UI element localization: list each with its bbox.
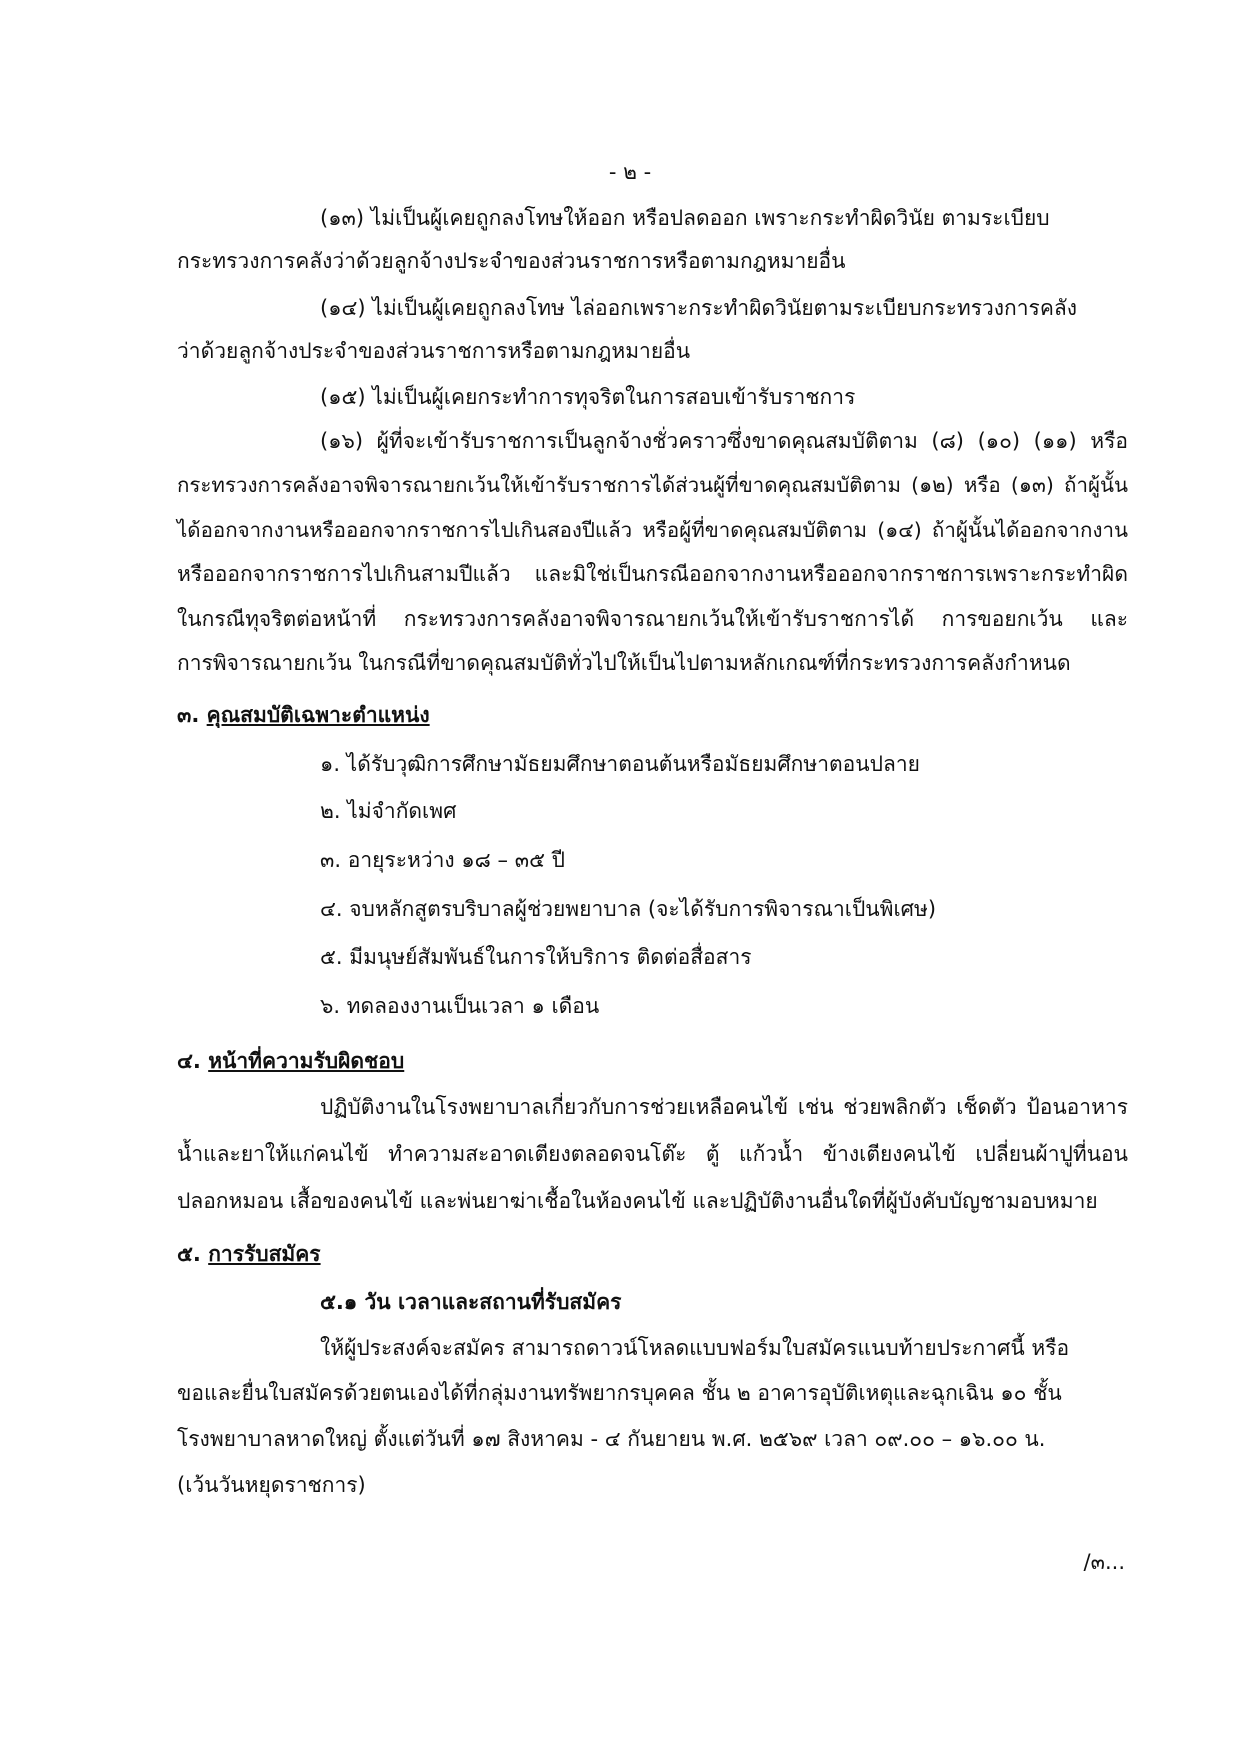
section-4-heading <box>177 1047 404 1075</box>
paragraph-16-line-4: หรือออกจากราชการไปเกินสามปีแล้ว และมิใช่เป็นกรณีออกจากงานหรือออกจากราชการเพราะกระทำผิด <box>177 562 1128 586</box>
section-3-item-1: ๑. ได้รับวุฒิการศึกษามัธยมศึกษาตอนต้นหรือมัธยมศึกษาตอนปลาย <box>320 752 920 776</box>
section-4-line-3: ปลอกหมอน เสื้อของคนไข้ และพ่นยาฆ่าเชื้อในห้องคนไข้ และปฏิบัติงานอื่นใดที่ผู้บังคับบัญชามอบหมาย <box>177 1189 1098 1213</box>
paragraph-13-line-1: (๑๓) ไม่เป็นผู้เคยถูกลงโทษให้ออก หรือปลดออก เพราะกระทำผิดวินัย ตามระเบียบ <box>320 206 1050 230</box>
section-5-1-number: ๕.๑ <box>320 1290 358 1314</box>
section-5-line-4: (เว้นวันหยุดราชการ) <box>177 1473 366 1497</box>
section-4-line-2: น้ำและยาให้แก่คนไข้ ทำความสะอาดเตียงตลอดจนโต๊ะ ตู้ แก้วน้ำ ข้างเตียงคนไข้ เปลี่ยนผ้าปูที่นอน <box>177 1142 1128 1166</box>
section-4-title: หน้าที่ความรับผิดชอบ <box>208 1049 405 1073</box>
paragraph-16-line-6: การพิจารณายกเว้น ในกรณีที่ขาดคุณสมบัติทั่วไปให้เป็นไปตามหลักเกณฑ์ที่กระทรวงการคลังกำหนด <box>177 651 1071 675</box>
section-5-heading <box>177 1240 321 1268</box>
section-5-1-heading <box>320 1288 621 1316</box>
section-3-heading <box>177 701 430 729</box>
section-3-item-3: ๓. อายุระหว่าง ๑๘ – ๓๕ ปี <box>320 848 565 872</box>
section-5-title: การรับสมัคร <box>208 1242 321 1266</box>
continuation-marker: /๓... <box>1083 1550 1125 1574</box>
section-3-number: ๓. <box>177 703 200 727</box>
section-4-line-1: ปฏิบัติงานในโรงพยาบาลเกี่ยวกับการช่วยเหลือคนไข้ เช่น ช่วยพลิกตัว เช็ดตัว ป้อนอาหาร <box>320 1095 1128 1119</box>
paragraph-16-line-1: (๑๖) ผู้ที่จะเข้ารับราชการเป็นลูกจ้างชั่วคราวซึ่งขาดคุณสมบัติตาม (๘) (๑๐) (๑๑) หรือ <box>320 429 1128 453</box>
section-3-title: คุณสมบัติเฉพาะตำแหน่ง <box>206 703 430 727</box>
paragraph-16-line-5: ในกรณีทุจริตต่อหน้าที่ กระทรวงการคลังอาจพิจารณายกเว้นให้เข้ารับราชการได้ การขอยกเว้น และ <box>177 607 1128 631</box>
paragraph-14-line-2: ว่าด้วยลูกจ้างประจำของส่วนราชการหรือตามกฎหมายอื่น <box>177 339 691 363</box>
section-5-number: ๕. <box>177 1242 201 1266</box>
paragraph-14-line-1: (๑๔) ไม่เป็นผู้เคยถูกลงโทษ ไล่ออกเพราะกระทำผิดวินัยตามระเบียบกระทรวงการคลัง <box>320 296 1077 320</box>
section-3-item-6: ๖. ทดลองงานเป็นเวลา ๑ เดือน <box>320 994 600 1018</box>
section-5-line-2: ขอและยื่นใบสมัครด้วยตนเองได้ที่กลุ่มงานทรัพยากรบุคคล ชั้น ๒ อาคารอุบัติเหตุและฉุกเฉิน ๑๐ ชั้น <box>177 1381 1062 1405</box>
section-5-1-title: วัน เวลาและสถานที่รับสมัคร <box>364 1290 622 1314</box>
paragraph-16-line-2: กระทรวงการคลังอาจพิจารณายกเว้นให้เข้ารับราชการได้ส่วนผู้ที่ขาดคุณสมบัติตาม (๑๒) หรือ (๑๓) ถ้าผู้นั้น <box>177 473 1128 497</box>
section-4-number: ๔. <box>177 1049 201 1073</box>
paragraph-15: (๑๕) ไม่เป็นผู้เคยกระทำการทุจริตในการสอบเข้ารับราชการ <box>320 385 856 409</box>
section-5-line-3: โรงพยาบาลหาดใหญ่ ตั้งแต่วันที่ ๑๗ สิงหาคม - ๔ กันยายน พ.ศ. ๒๕๖๙ เวลา ๐๙.๐๐ – ๑๖.๐๐ น. <box>177 1427 1046 1451</box>
section-3-item-4: ๔. จบหลักสูตรบริบาลผู้ช่วยพยาบาล (จะได้รับการพิจารณาเป็นพิเศษ) <box>320 897 937 921</box>
section-3-item-2: ๒. ไม่จำกัดเพศ <box>320 799 457 823</box>
section-5-line-1: ให้ผู้ประสงค์จะสมัคร สามารถดาวน์โหลดแบบฟอร์มใบสมัครแนบท้ายประกาศนี้ หรือ <box>320 1336 1070 1360</box>
section-3-item-5: ๕. มีมนุษย์สัมพันธ์ในการให้บริการ ติดต่อสื่อสาร <box>320 945 752 969</box>
paragraph-13-line-2: กระทรวงการคลังว่าด้วยลูกจ้างประจำของส่วนราชการหรือตามกฎหมายอื่น <box>177 249 846 273</box>
page-number: - ๒ - <box>608 160 652 184</box>
paragraph-16-line-3: ได้ออกจากงานหรือออกจากราชการไปเกินสองปีแล้ว หรือผู้ที่ขาดคุณสมบัติตาม (๑๔) ถ้าผู้นั้นได้ออกจากงาน <box>177 518 1128 542</box>
